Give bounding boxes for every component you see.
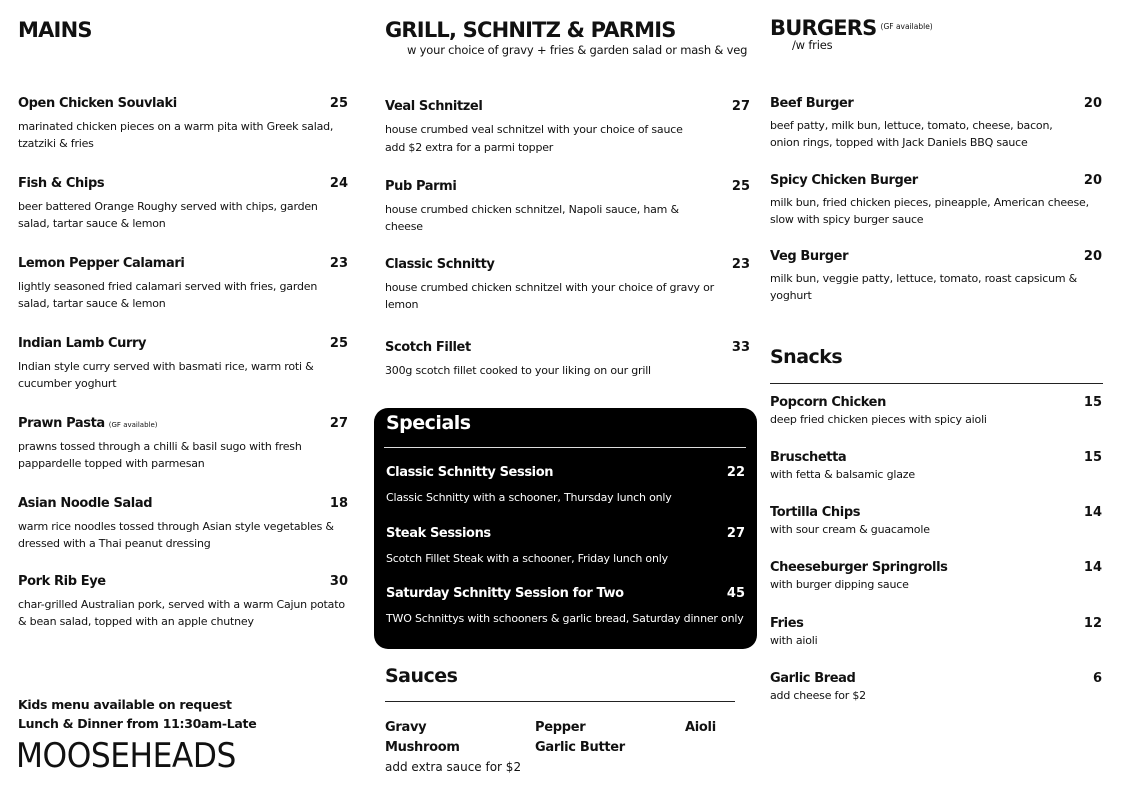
item-price: 23	[329, 256, 348, 271]
menu-item	[770, 671, 1102, 704]
item-name: Fish & Chips	[18, 176, 105, 191]
item-description: 300g scotch fillet cooked to your liking on our grill	[385, 364, 651, 377]
item-name	[18, 416, 348, 431]
item-description: TWO Schnittys with schooners & garlic bread, Saturday dinner only	[386, 612, 744, 625]
item-price: 6	[1092, 671, 1102, 686]
item-price: 24	[329, 176, 348, 191]
item-price: 12	[1083, 616, 1102, 631]
menu-item	[770, 173, 1102, 228]
grill-column	[385, 0, 750, 400]
item-name-text: Prawn Pasta	[18, 416, 105, 431]
item-description: prawns tossed through a chilli & basil sugo with fresh pappardelle topped with parmesan	[18, 440, 302, 470]
menu-item	[770, 96, 1102, 151]
menu-item	[770, 505, 1102, 538]
item-name: Veal Schnitzel	[385, 99, 483, 114]
item-description: with burger dipping sauce	[770, 578, 909, 591]
item-name: Fries	[770, 616, 804, 631]
item-description: with fetta & balsamic glaze	[770, 468, 915, 481]
item-description-extra: add $2 extra for a parmi topper	[385, 141, 554, 154]
specials-heading: Specials	[386, 412, 471, 434]
item-price: 25	[731, 179, 750, 194]
item-description: marinated chicken pieces on a warm pita with Greek salad, tzatziki & fries	[18, 120, 334, 150]
item-description: milk bun, fried chicken pieces, pineapple, American cheese, slow with spicy burger sauce	[770, 196, 1089, 226]
item-name: Asian Noodle Salad	[18, 496, 153, 511]
item-name: Pork Rib Eye	[18, 574, 106, 589]
mains-heading: MAINS	[18, 18, 92, 42]
item-name: Classic Schnitty Session	[386, 465, 554, 480]
gf-available-note: (GF available)	[108, 421, 158, 429]
item-name: Bruschetta	[770, 450, 847, 465]
menu-item	[18, 256, 348, 312]
snacks-heading: Snacks	[770, 346, 843, 368]
special-item	[386, 465, 745, 506]
item-name: Indian Lamb Curry	[18, 336, 147, 351]
sauce-option: Aioli	[685, 720, 716, 735]
item-name: Tortilla Chips	[770, 505, 861, 520]
item-description: char-grilled Australian pork, served with a warm Cajun potato & bean salad, topped with an apple chutney	[18, 598, 345, 628]
item-name: Scotch Fillet	[385, 340, 471, 355]
item-name: Beef Burger	[770, 96, 854, 111]
item-price: 23	[731, 257, 750, 272]
mains-column	[18, 0, 348, 793]
item-name: Garlic Bread	[770, 671, 856, 686]
menu-item	[385, 340, 750, 379]
specials-panel	[374, 408, 757, 649]
burgers-subtitle: /w fries	[792, 38, 833, 52]
item-name: Saturday Schnitty Session for Two	[386, 586, 624, 601]
item-price: 14	[1083, 505, 1102, 520]
item-description: with aioli	[770, 634, 818, 647]
item-name: Open Chicken Souvlaki	[18, 96, 177, 111]
menu-item	[18, 496, 348, 552]
item-name: Cheeseburger Springrolls	[770, 560, 948, 575]
grill-subtitle: w your choice of gravy + fries & garden salad or mash & veg	[407, 43, 748, 57]
item-price: 20	[1083, 249, 1102, 264]
special-item	[386, 586, 745, 627]
item-name: Veg Burger	[770, 249, 849, 264]
item-name: Spicy Chicken Burger	[770, 173, 918, 188]
burgers-column	[770, 0, 1102, 793]
burgers-title: BURGERS	[770, 16, 877, 40]
menu-item	[18, 176, 348, 232]
menu-item	[385, 179, 750, 235]
item-price: 45	[726, 586, 745, 601]
item-description: milk bun, veggie patty, lettuce, tomato, roast capsicum & yoghurt	[770, 272, 1078, 302]
item-description: house crumbed chicken schnitzel with your choice of gravy or lemon	[385, 281, 714, 311]
item-price: 27	[726, 526, 745, 541]
item-description: house crumbed chicken schnitzel, Napoli sauce, ham & cheese	[385, 203, 679, 233]
menu-item	[770, 616, 1102, 649]
item-description: with sour cream & guacamole	[770, 523, 930, 536]
menu-item	[770, 560, 1102, 593]
item-price: 33	[731, 340, 750, 355]
menu-item	[18, 336, 348, 392]
kids-menu-note: Kids menu available on request	[18, 697, 232, 712]
item-description: warm rice noodles tossed through Asian style vegetables & dressed with a Thai peanut dressing	[18, 520, 334, 550]
sauce-option: Pepper	[535, 720, 586, 735]
menu-item	[18, 416, 348, 472]
menu-item	[770, 249, 1102, 304]
item-price: 27	[731, 99, 750, 114]
item-price: 22	[726, 465, 745, 480]
item-description: Scotch Fillet Steak with a schooner, Friday lunch only	[386, 552, 668, 565]
menu-item	[18, 574, 348, 630]
item-description: beef patty, milk bun, lettuce, tomato, cheese, bacon, onion rings, topped with Jack Daniels BBQ sauce	[770, 119, 1053, 149]
item-price: 30	[329, 574, 348, 589]
burgers-heading	[770, 16, 933, 40]
item-price: 18	[329, 496, 348, 511]
item-price: 27	[329, 416, 348, 431]
item-description: lightly seasoned fried calamari served with fries, garden salad, tartar sauce & lemon	[18, 280, 318, 310]
item-price: 25	[329, 96, 348, 111]
gf-available-note: (GF available)	[880, 22, 933, 31]
item-name: Steak Sessions	[386, 526, 491, 541]
sauce-option: Garlic Butter	[535, 740, 625, 755]
item-description: deep fried chicken pieces with spicy aioli	[770, 413, 987, 426]
item-description: beer battered Orange Roughy served with chips, garden salad, tartar sauce & lemon	[18, 200, 318, 230]
opening-hours: Lunch & Dinner from 11:30am-Late	[18, 716, 257, 731]
extra-sauce-note: add extra sauce for $2	[385, 760, 522, 774]
menu-item	[770, 450, 1102, 483]
special-item	[386, 526, 745, 567]
sauces-divider	[385, 701, 735, 702]
item-name: Popcorn Chicken	[770, 395, 886, 410]
menu-item	[385, 99, 750, 156]
specials-divider	[384, 447, 746, 448]
item-description: house crumbed veal schnitzel with your choice of sauce	[385, 123, 683, 136]
sauces-section	[385, 665, 745, 780]
item-price: 14	[1083, 560, 1102, 575]
item-price: 25	[329, 336, 348, 351]
item-name: Lemon Pepper Calamari	[18, 256, 185, 271]
item-price: 20	[1083, 96, 1102, 111]
sauce-option: Mushroom	[385, 740, 460, 755]
snacks-divider	[770, 383, 1103, 384]
item-description: Indian style curry served with basmati rice, warm roti & cucumber yoghurt	[18, 360, 314, 390]
item-price: 15	[1083, 395, 1102, 410]
item-price: 20	[1083, 173, 1102, 188]
item-description: add cheese for $2	[770, 689, 866, 702]
menu-item	[770, 395, 1102, 428]
menu-item	[385, 257, 750, 313]
item-name: Pub Parmi	[385, 179, 457, 194]
sauce-option: Gravy	[385, 720, 427, 735]
item-description: Classic Schnitty with a schooner, Thursday lunch only	[386, 491, 672, 504]
grill-heading: GRILL, SCHNITZ & PARMIS	[385, 18, 676, 42]
brand-logo: MOOSEHEADS	[16, 736, 236, 776]
item-name: Classic Schnitty	[385, 257, 495, 272]
menu-item	[18, 96, 348, 152]
sauces-heading: Sauces	[385, 665, 458, 687]
item-price: 15	[1083, 450, 1102, 465]
